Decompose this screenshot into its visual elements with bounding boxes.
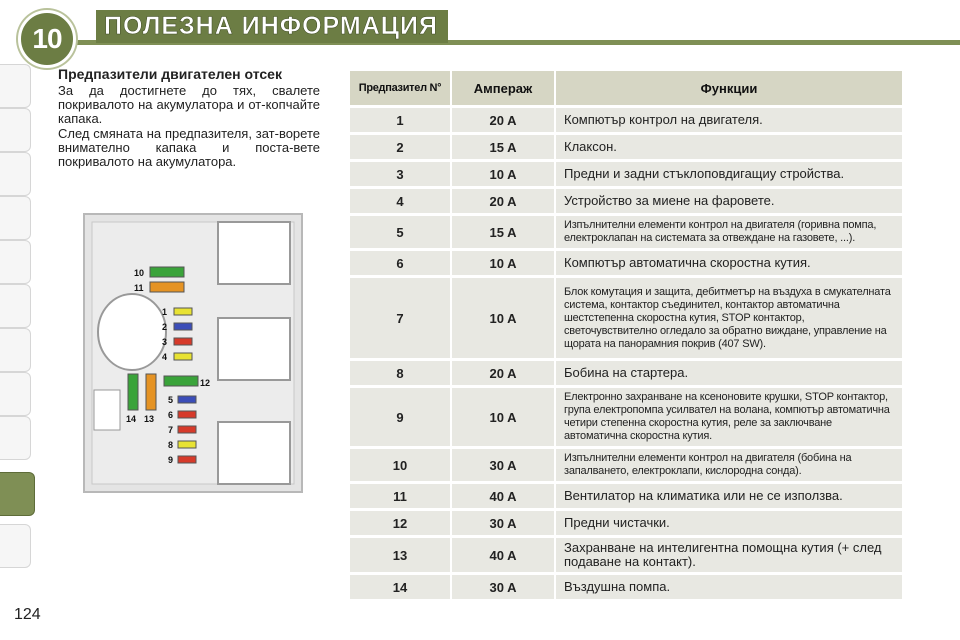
fuse-box-diagram (82, 212, 304, 494)
chapter-tab[interactable] (0, 108, 31, 152)
section-heading: Предпазители двигателен отсек (58, 66, 282, 82)
round-cutout (98, 294, 166, 370)
function-cell: Клаксон. (556, 135, 902, 159)
fuse-label: 14 (126, 414, 137, 424)
empty-slot (94, 390, 120, 430)
page-title: ПОЛЕЗНА ИНФОРМАЦИЯ (96, 10, 448, 43)
function-cell: Предни и задни стъклоповдигащиу стройства. (556, 162, 902, 186)
amperage-cell: 10 A (452, 278, 554, 358)
chapter-tab[interactable] (0, 372, 31, 416)
fuse-13 (146, 374, 156, 410)
fuse-number-cell: 5 (350, 216, 450, 248)
fuse-number-cell: 6 (350, 251, 450, 275)
fuse-14 (128, 374, 138, 410)
fuse-1 (174, 308, 192, 315)
fuse-3 (174, 338, 192, 345)
column-header-number: Предпазител N° (350, 71, 450, 105)
amperage-cell: 40 A (452, 538, 554, 572)
fuse-label: 3 (162, 337, 168, 347)
chapter-tab[interactable] (0, 284, 31, 328)
table-row (350, 511, 902, 535)
relay-slot (218, 222, 290, 284)
fuse-label: 1 (162, 307, 168, 317)
amperage-cell: 30 A (452, 511, 554, 535)
amperage-cell: 30 A (452, 449, 554, 481)
fuse-number-cell: 1 (350, 108, 450, 132)
fuse-number-cell: 11 (350, 484, 450, 508)
amperage-cell: 15 A (452, 135, 554, 159)
fuse-label: 11 (134, 283, 144, 293)
chapter-tabs (0, 64, 34, 576)
table-row (350, 538, 902, 572)
function-cell: Вентилатор на климатика или не се използва. (556, 484, 902, 508)
function-cell: Компютър контрол на двигателя. (556, 108, 902, 132)
fuse-number-cell: 4 (350, 189, 450, 213)
function-cell: Компютър автоматична скоростна кутия. (556, 251, 902, 275)
table-row (350, 162, 902, 186)
chapter-tab[interactable] (0, 196, 31, 240)
fuse-number-cell: 8 (350, 361, 450, 385)
fuse-number-cell: 2 (350, 135, 450, 159)
fuse-label: 5 (168, 395, 174, 405)
fuse-number-cell: 3 (350, 162, 450, 186)
fuse-label: 10 (134, 268, 145, 278)
table-row (350, 388, 902, 446)
fuse-number-cell: 14 (350, 575, 450, 599)
function-cell: Предни чистачки. (556, 511, 902, 535)
fuse-label: 8 (168, 440, 174, 450)
function-cell: Захранване на интелигентна помощна кутия (+ след подаване на контакт). (556, 538, 902, 572)
function-cell: Устройство за миене на фаровете. (556, 189, 902, 213)
fuse-8 (178, 441, 196, 448)
fuse-6 (178, 411, 196, 418)
amperage-cell: 20 A (452, 108, 554, 132)
fuse-11 (150, 282, 184, 292)
instruction-paragraph: След смяната на предпазителя, зат-ворете внимателно капака и поста-вете покривалото на акумулатора. (58, 126, 320, 169)
table-row (350, 189, 902, 213)
amperage-cell: 20 A (452, 189, 554, 213)
function-cell: Блок комутация и защита, дебитметър на въздуха в смукателната система, контактор съединител, контактор автоматична шестстепенна скоростна кутия, STOP контактор, светочувствително огледало за обратно виждане, управление на щората на панорамния покрив (407 SW). (556, 278, 902, 358)
fuse-4 (174, 353, 192, 360)
fuse-number-cell: 13 (350, 538, 450, 572)
fuse-label: 7 (168, 425, 174, 435)
fuse-label: 12 (200, 378, 211, 388)
table-row (350, 575, 902, 599)
fuse-table (348, 68, 904, 602)
fuse-label: 2 (162, 322, 168, 332)
fuse-label: 13 (144, 414, 155, 424)
amperage-cell: 10 A (452, 162, 554, 186)
chapter-tab[interactable] (0, 328, 31, 372)
page-number: 124 (14, 606, 41, 623)
fuse-label: 4 (162, 352, 168, 362)
chapter-tab[interactable] (0, 416, 31, 460)
chapter-tab-active[interactable] (0, 472, 35, 516)
fuse-number-cell: 7 (350, 278, 450, 358)
chapter-badge: 10 (18, 10, 76, 68)
table-row (350, 135, 902, 159)
instruction-paragraph: За да достигнете до тях, свалете покривалото на акумулатора и от-копчайте капака. (58, 83, 320, 126)
fuse-number-cell: 10 (350, 449, 450, 481)
function-cell: Изпълнителни елементи контрол на двигателя (бобина на запалването, електроклапи, кислородна сонда). (556, 449, 902, 481)
function-cell: Електронно захранване на ксеноновите крушки, STOP контактор, група електропомпа усилвател на волана, компютър автоматична четири степенна скоростна кутия, реле за заключване автоматична скоростна кутия. (556, 388, 902, 446)
column-header-amperage: Ампераж (452, 71, 554, 105)
fuse-7 (178, 426, 196, 433)
relay-slot (218, 422, 290, 484)
amperage-cell: 10 A (452, 251, 554, 275)
function-cell: Въздушна помпа. (556, 575, 902, 599)
amperage-cell: 15 A (452, 216, 554, 248)
fuse-9 (178, 456, 196, 463)
fuse-12 (164, 376, 198, 386)
function-cell: Изпълнителни елементи контрол на двигателя (горивна помпа, електроклапан на системата за отвеждане на газовете, ...). (556, 216, 902, 248)
fuse-number-cell: 12 (350, 511, 450, 535)
chapter-tab[interactable] (0, 240, 31, 284)
table-row (350, 361, 902, 385)
chapter-tab[interactable] (0, 152, 31, 196)
amperage-cell: 10 A (452, 388, 554, 446)
table-row (350, 251, 902, 275)
amperage-cell: 30 A (452, 575, 554, 599)
fuse-label: 9 (168, 455, 174, 465)
table-row (350, 278, 902, 358)
table-row (350, 108, 902, 132)
fuse-number-cell: 9 (350, 388, 450, 446)
fuse-2 (174, 323, 192, 330)
amperage-cell: 40 A (452, 484, 554, 508)
fuse-10 (150, 267, 184, 277)
table-row (350, 449, 902, 481)
fuse-label: 6 (168, 410, 174, 420)
function-cell: Бобина на стартера. (556, 361, 902, 385)
table-header-row (350, 71, 902, 105)
table-row (350, 484, 902, 508)
amperage-cell: 20 A (452, 361, 554, 385)
table-row (350, 216, 902, 248)
relay-slot (218, 318, 290, 380)
fuse-5 (178, 396, 196, 403)
chapter-tab[interactable] (0, 64, 31, 108)
column-header-functions: Функции (556, 71, 902, 105)
chapter-tab[interactable] (0, 524, 31, 568)
